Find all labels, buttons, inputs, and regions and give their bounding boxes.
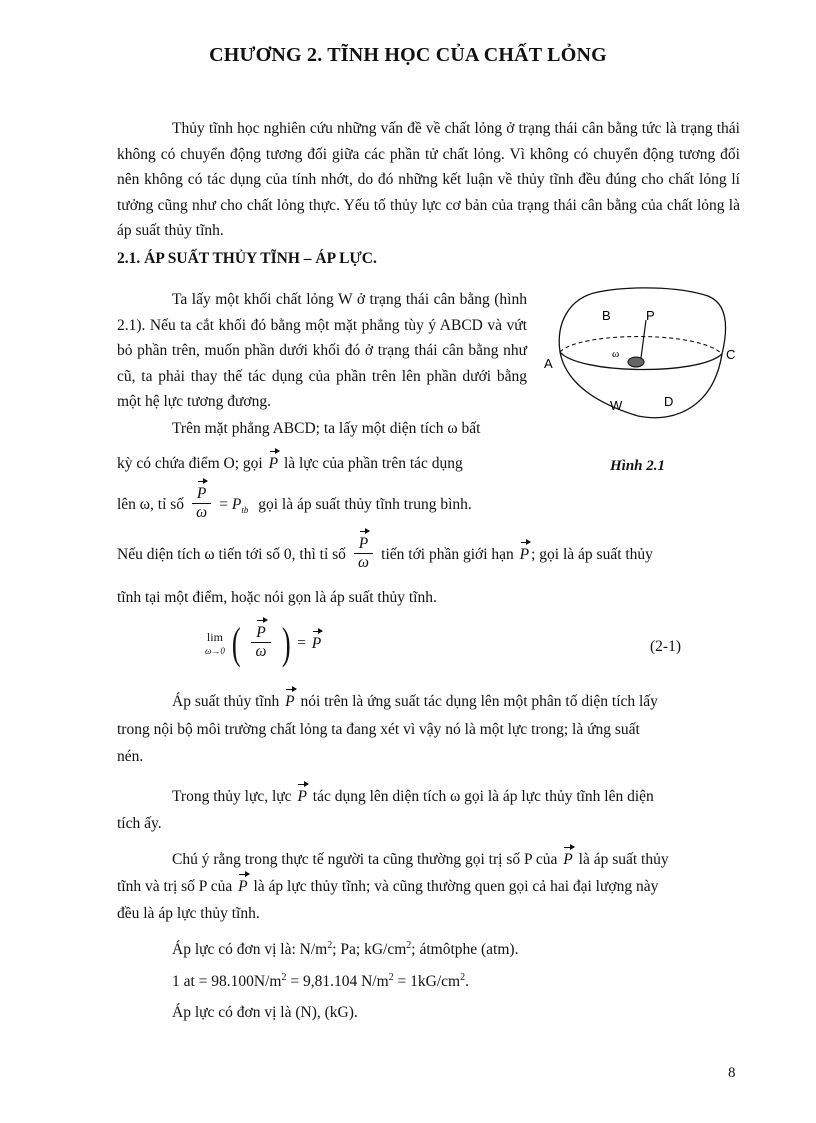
formula-label: (2-1) (650, 638, 681, 655)
para4-line1: Áp suất thủy tĩnh P nói trên là ứng suất tác dụng lên một phân tố diện tích lấy (172, 693, 658, 710)
formula-2-1: lim ω→0 ( $\frac{P}{\omega}$ ) = P (205, 619, 322, 668)
figure-label-omega: ω (612, 348, 620, 360)
para6-line2: tĩnh và trị số P của P là áp lực thủy tĩnh; và cũng thường quen gọi cả hai đại lượng này (117, 878, 659, 895)
para4-line3: nén. (117, 748, 144, 765)
para5-line2: tích ấy. (117, 815, 162, 832)
para5-line1: Trong thủy lực, lực P tác dụng lên diện tích ω gọi là áp lực thủy tĩnh lên diện (172, 788, 654, 805)
figure-label-A: A (544, 356, 553, 371)
figure-drawing (538, 284, 738, 444)
units-line-3: Áp lực có đơn vị là (N), (kG). (172, 1004, 358, 1021)
para2-line3: lên ω, tỉ số $\frac{P}{\omega}$ = $P_{tb}$ gọi là áp suất thủy tĩnh trung bình. (117, 485, 472, 521)
figure-label-C: C (726, 347, 736, 362)
figure-label-W: W (610, 398, 623, 413)
intro-paragraph: Thủy tĩnh học nghiên cứu những vấn đề về chất lỏng ở trạng thái cân bằng tức là trạng thái không có chuyển động tương đối giữa các phần tử chất lỏng. Vì không có chuyển động tương đối nên không có tác dụng của tính nhớt, do đó những kết luận về thủy tĩnh đều đúng cho chất lỏng lí tưởng cũng như cho chất lỏng thực. Yếu tố thủy lực cơ bản của trạng thái cân bằng của chất lỏng là áp suất thủy tĩnh. (117, 120, 740, 239)
figure-caption: Hình 2.1 (610, 458, 666, 474)
figure-label-B: B (602, 308, 611, 323)
figure-label-P: P (646, 308, 655, 323)
para2-line2: kỳ có chứa điểm O; gọi P là lực của phần trên tác dụng (117, 455, 463, 472)
section-heading: 2.1. ÁP SUẤT THỦY TĨNH – ÁP LỰC. (117, 250, 377, 267)
vector-P: P (268, 455, 279, 472)
para6-line3: đều là áp lực thủy tĩnh. (117, 905, 260, 922)
page-title: CHƯƠNG 2. TĨNH HỌC CỦA CHẤT LỎNG (209, 44, 607, 66)
units-line-2: 1 at = $98.100N/m^2 = 9,81.104$ $N/m^2 = 1kG/cm^2$. (172, 972, 469, 991)
page-number: 8 (728, 1065, 736, 1081)
fraction-P-omega: $\frac{P}{\omega}$ (192, 485, 211, 522)
units-line-1: Áp lực có đơn vị là: $N/m^2$; Pa; $kG/cm^2$; átmôtphe (atm). (172, 940, 519, 959)
para4-line2: trong nội bộ môi trường chất lỏng ta đang xét vì vậy nó là một lực trong; là ứng suất (117, 721, 640, 738)
para3-line2: tĩnh tại một điểm, hoặc nói gọn là áp suất thủy tĩnh. (117, 589, 437, 606)
paragraph-1: Ta lấy một khối chất lỏng W ở trạng thái cân bằng (hình 2.1). Nếu ta cắt khối đó bằng một mặt phẳng tùy ý ABCD và vứt bỏ phần trên, muốn phần dưới khối đó ở trạng thái cân bằng như cũ, ta phải thay thế tác dụng của phần trên lên phần dưới bằng một hệ lực tương đương. (117, 291, 527, 410)
para3-line1: Nếu diện tích ω tiến tới số 0, thì tỉ số $\frac{P}{\omega}$ tiến tới phần giới hạn P ; gọi là áp suất thủy (117, 535, 653, 571)
figure-label-D: D (664, 394, 674, 409)
para2-line1: Trên mặt phẳng ABCD; ta lấy một diện tích ω bất (172, 420, 481, 437)
figure-2-1 (538, 284, 738, 444)
para6-line1: Chú ý rằng trong thực tế người ta cũng thường gọi trị số P của P là áp suất thủy (172, 851, 669, 868)
